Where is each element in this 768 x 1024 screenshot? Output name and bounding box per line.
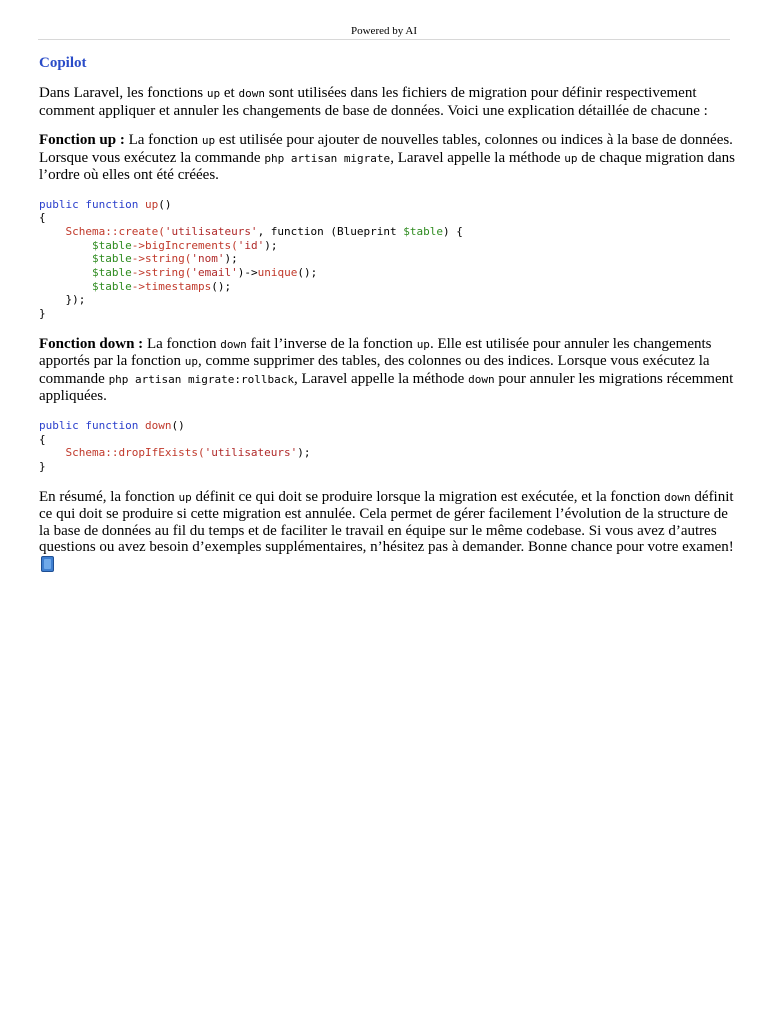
text: La fonction (124, 132, 202, 148)
code-function: down (144, 418, 172, 432)
code-variable: $table (91, 266, 132, 280)
up-paragraph (39, 132, 739, 184)
document-body (39, 52, 739, 573)
inline-code: down (664, 490, 691, 504)
code-text: } (39, 459, 46, 473)
text: , Laravel appelle la méthode (294, 370, 469, 387)
code-text: , function (Blueprint (257, 224, 404, 238)
down-paragraph (39, 336, 739, 405)
inline-code: php artisan migrate (264, 151, 391, 165)
intro-paragraph (39, 85, 739, 119)
code-text: { (39, 432, 46, 446)
text: En résumé, la fonction (39, 488, 179, 505)
book-icon (41, 556, 54, 572)
code-text: (); (297, 266, 318, 280)
code-function: ->string( (131, 266, 192, 280)
code-keyword: function (85, 418, 139, 432)
powered-by-header: Powered by AI (38, 24, 730, 40)
code-text: } (39, 307, 46, 321)
code-function: unique (257, 266, 298, 280)
code-function: ->string( (131, 252, 192, 266)
inline-code: php artisan migrate:rollback (108, 372, 294, 386)
code-function: ->bigIncrements( (131, 238, 238, 252)
code-string: 'nom' (191, 252, 225, 266)
text: , Laravel appelle la méthode (390, 149, 565, 166)
inline-code: down (468, 372, 495, 386)
code-text: ); (264, 238, 278, 252)
text: Dans Laravel, les fonctions (39, 85, 207, 101)
code-string: 'id' (237, 238, 265, 252)
code-variable: $table (91, 238, 132, 252)
text: de chaque migration dans l’ordre où elles ont été créées. (39, 149, 735, 183)
code-variable: $table (91, 279, 132, 293)
up-heading: Fonction up : (39, 132, 125, 148)
code-text: () (158, 197, 172, 211)
text: définit ce qui doit se produire si cette migration est annulée. Cela permet de gérer facilement l’évolution de la structure de la base de données au fil du temps et de faciliter le travail en équipe sur le même codebase. Si vous avez d’autres questions ou avez besoin d’exemples supplémentaires, n’hésitez pas à demander. Bonne chance pour votre examen! (39, 488, 734, 556)
text: définit ce qui doit se produire lorsque la migration est exécutée, et la fonction (191, 488, 665, 505)
text: , comme supprimer des tables, des colonnes ou des indices. Lorsque vous exécutez la commande (39, 353, 710, 387)
inline-code: up (201, 134, 216, 147)
inline-code: down (220, 337, 247, 351)
code-keyword: function (85, 197, 139, 211)
code-function: Schema::dropIfExists( (65, 446, 205, 460)
page-title: Copilot (39, 55, 87, 71)
text: sont utilisées dans les fichiers de migration pour définir respectivement comment appliquer et annuler les changements de base de données. Voici une explication détaillée de chacune : (39, 85, 708, 119)
code-keyword: public (39, 418, 79, 432)
code-function: Schema::create( (65, 224, 165, 238)
code-text: }); (65, 293, 86, 307)
code-string: 'utilisateurs' (204, 446, 298, 460)
text: pour annuler les migrations récemment appliquées. (39, 370, 734, 405)
text: La fonction (143, 335, 221, 352)
code-block-down (39, 419, 739, 474)
code-text: (); (211, 279, 232, 293)
text: . Elle est utilisée pour annuler les changements apportés par la fonction (39, 335, 712, 370)
inline-code: up (184, 355, 199, 369)
code-function: ->timestamps (131, 279, 212, 293)
code-text: ); (297, 446, 311, 460)
text: est utilisée pour ajouter de nouvelles tables, colonnes ou indices à la base de données. Lorsque vous exécutez la commande (39, 132, 733, 166)
code-text: { (39, 211, 46, 225)
down-heading: Fonction down : (39, 335, 144, 352)
code-block-up (39, 198, 739, 321)
code-string: 'utilisateurs' (164, 224, 258, 238)
code-variable: $table (403, 224, 444, 238)
inline-code: up (178, 490, 192, 504)
inline-code: down (238, 87, 265, 100)
code-text: ); (224, 252, 238, 266)
inline-code: up (206, 87, 221, 100)
inline-code: up (564, 151, 578, 165)
code-text: ) { (443, 224, 463, 238)
code-text: )-> (237, 266, 258, 280)
text: et (220, 85, 239, 101)
inline-code: up (416, 337, 430, 351)
code-function: up (144, 197, 159, 211)
code-variable: $table (91, 252, 132, 266)
code-keyword: public (39, 197, 79, 211)
summary-paragraph (39, 489, 739, 574)
code-string: 'email' (191, 266, 238, 280)
code-text: () (171, 418, 185, 432)
text: fait l’inverse de la fonction (246, 335, 417, 352)
